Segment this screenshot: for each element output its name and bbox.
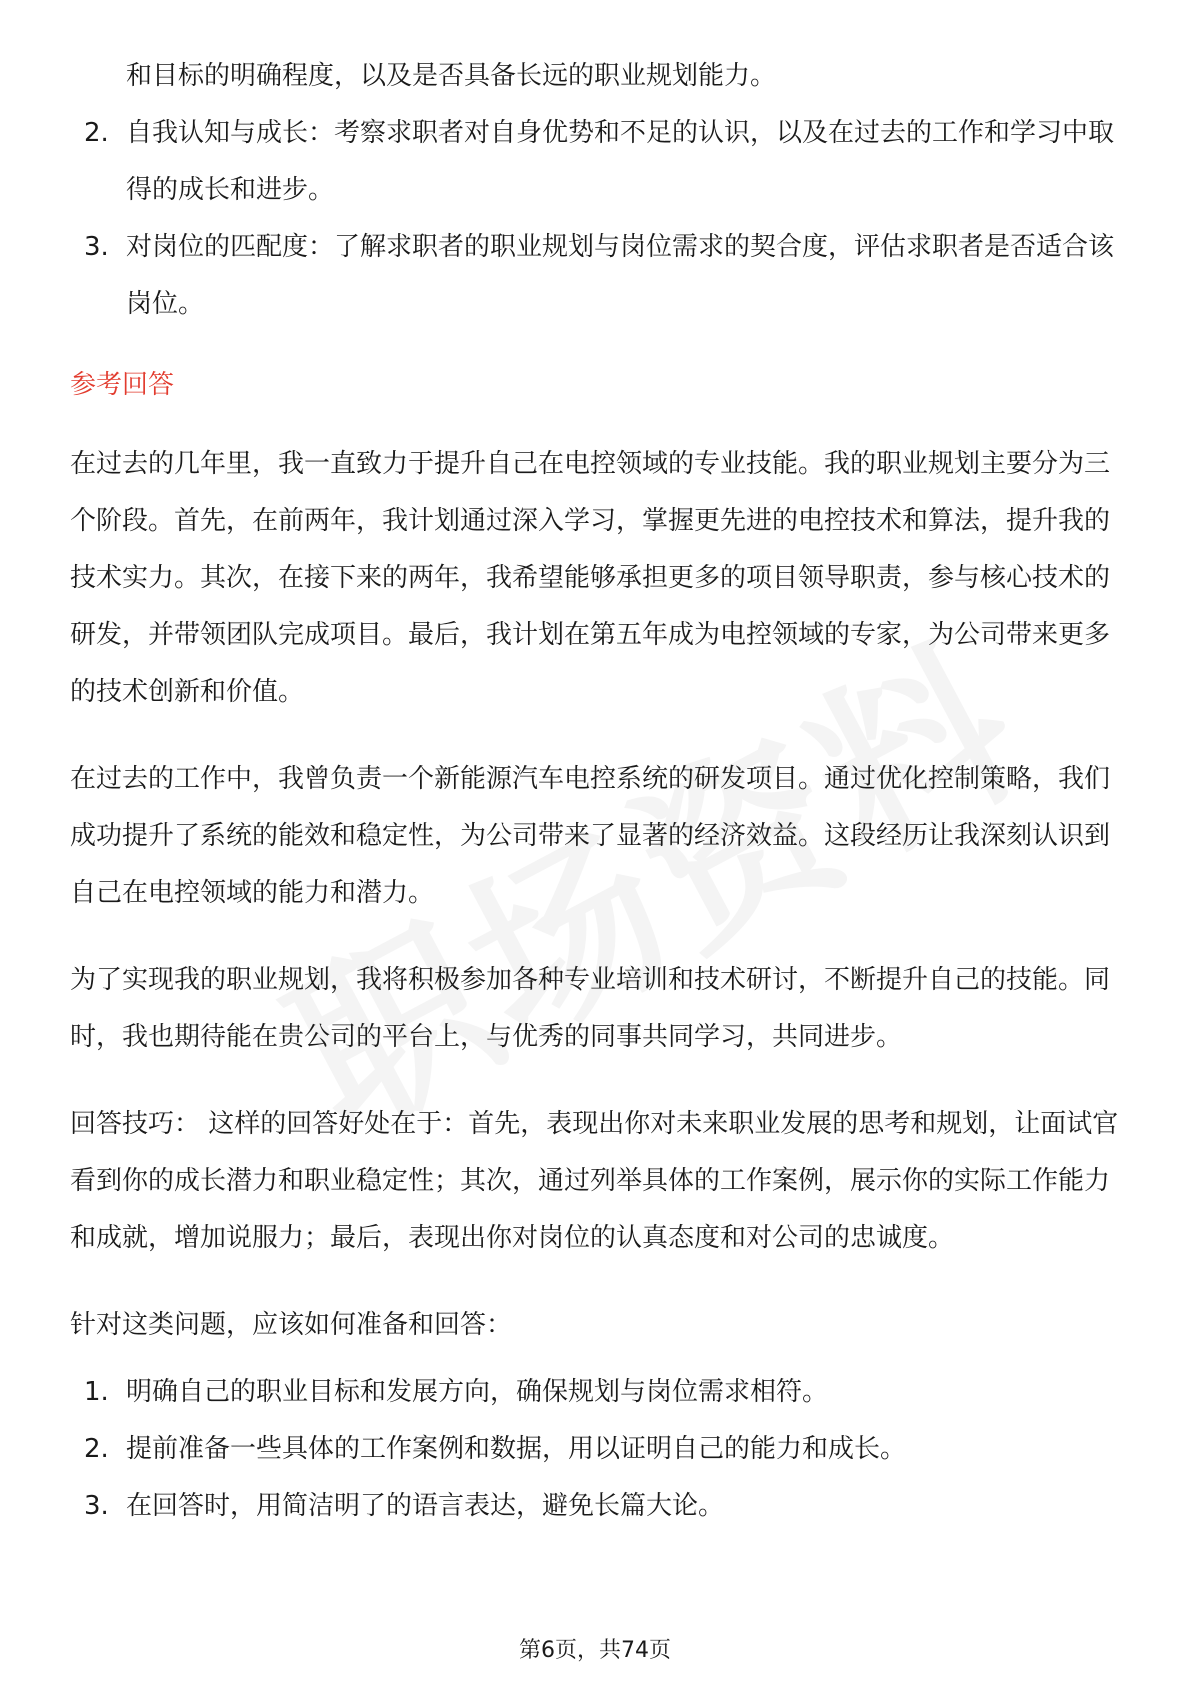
list-item xyxy=(70,1478,1120,1535)
list-number: 3. xyxy=(84,232,109,262)
list-item xyxy=(70,105,1120,219)
answer-paragraph: 在过去的工作中，我曾负责一个新能源汽车电控系统的研发项目。通过优化控制策略，我们成功提升了系统的能效和稳定性，为公司带来了显著的经济效益。这段经历让我深刻认识到自己在电控领域的能力和潜力。 xyxy=(70,764,1111,908)
page-footer: 第6页，共74页 xyxy=(519,1638,671,1663)
list-number: 1. xyxy=(84,1377,109,1407)
list-number: 2. xyxy=(84,118,109,148)
list-item-text: 在回答时，用简洁明了的语言表达，避免长篇大论。 xyxy=(126,1491,725,1521)
list-item-text: 对岗位的匹配度：了解求职者的职业规划与岗位需求的契合度，评估求职者是否适合该岗位。 xyxy=(126,232,1115,319)
list-number: 3. xyxy=(84,1491,109,1521)
preparation-list xyxy=(70,1364,1120,1535)
list-item-text: 明确自己的职业目标和发展方向，确保规划与岗位需求相符。 xyxy=(126,1377,829,1407)
list-item-text: 自我认知与成长：考察求职者对自身优势和不足的认识，以及在过去的工作和学习中取得的成长和进步。 xyxy=(126,118,1115,205)
section-heading: 参考回答 xyxy=(70,370,175,400)
answer-paragraph: 在过去的几年里，我一直致力于提升自己在电控领域的专业技能。我的职业规划主要分为三个阶段。首先，在前两年，我计划通过深入学习，掌握更先进的电控技术和算法，提升我的技术实力。其次，在接下来的两年，我希望能够承担更多的项目领导职责，参与核心技术的研发，并带领团队完成项目。最后，我计划在第五年成为电控领域的专家，为公司带来更多的技术创新和价值。 xyxy=(70,449,1111,707)
preparation-intro: 针对这类问题，应该如何准备和回答： xyxy=(70,1310,513,1340)
list-item xyxy=(70,219,1120,333)
list-item xyxy=(70,1364,1120,1421)
tips-paragraph: 回答技巧： 这样的回答好处在于：首先，表现出你对未来职业发展的思考和规划，让面试官看到你的成长潜力和职业稳定性；其次，通过列举具体的工作案例，展示你的实际工作能力和成就，增加说服力；最后，表现出你对岗位的认真态度和对公司的忠诚度。 xyxy=(70,1109,1119,1253)
document-page xyxy=(70,48,1120,1535)
criteria-list xyxy=(70,105,1120,333)
list-item-text: 提前准备一些具体的工作案例和数据，用以证明自己的能力和成长。 xyxy=(126,1434,907,1464)
list-item xyxy=(70,1421,1120,1478)
continuation-line: 和目标的明确程度，以及是否具备长远的职业规划能力。 xyxy=(126,61,777,91)
answer-paragraph: 为了实现我的职业规划，我将积极参加各种专业培训和技术研讨，不断提升自己的技能。同时，我也期待能在贵公司的平台上，与优秀的同事共同学习，共同进步。 xyxy=(70,965,1111,1052)
list-number: 2. xyxy=(84,1434,109,1464)
